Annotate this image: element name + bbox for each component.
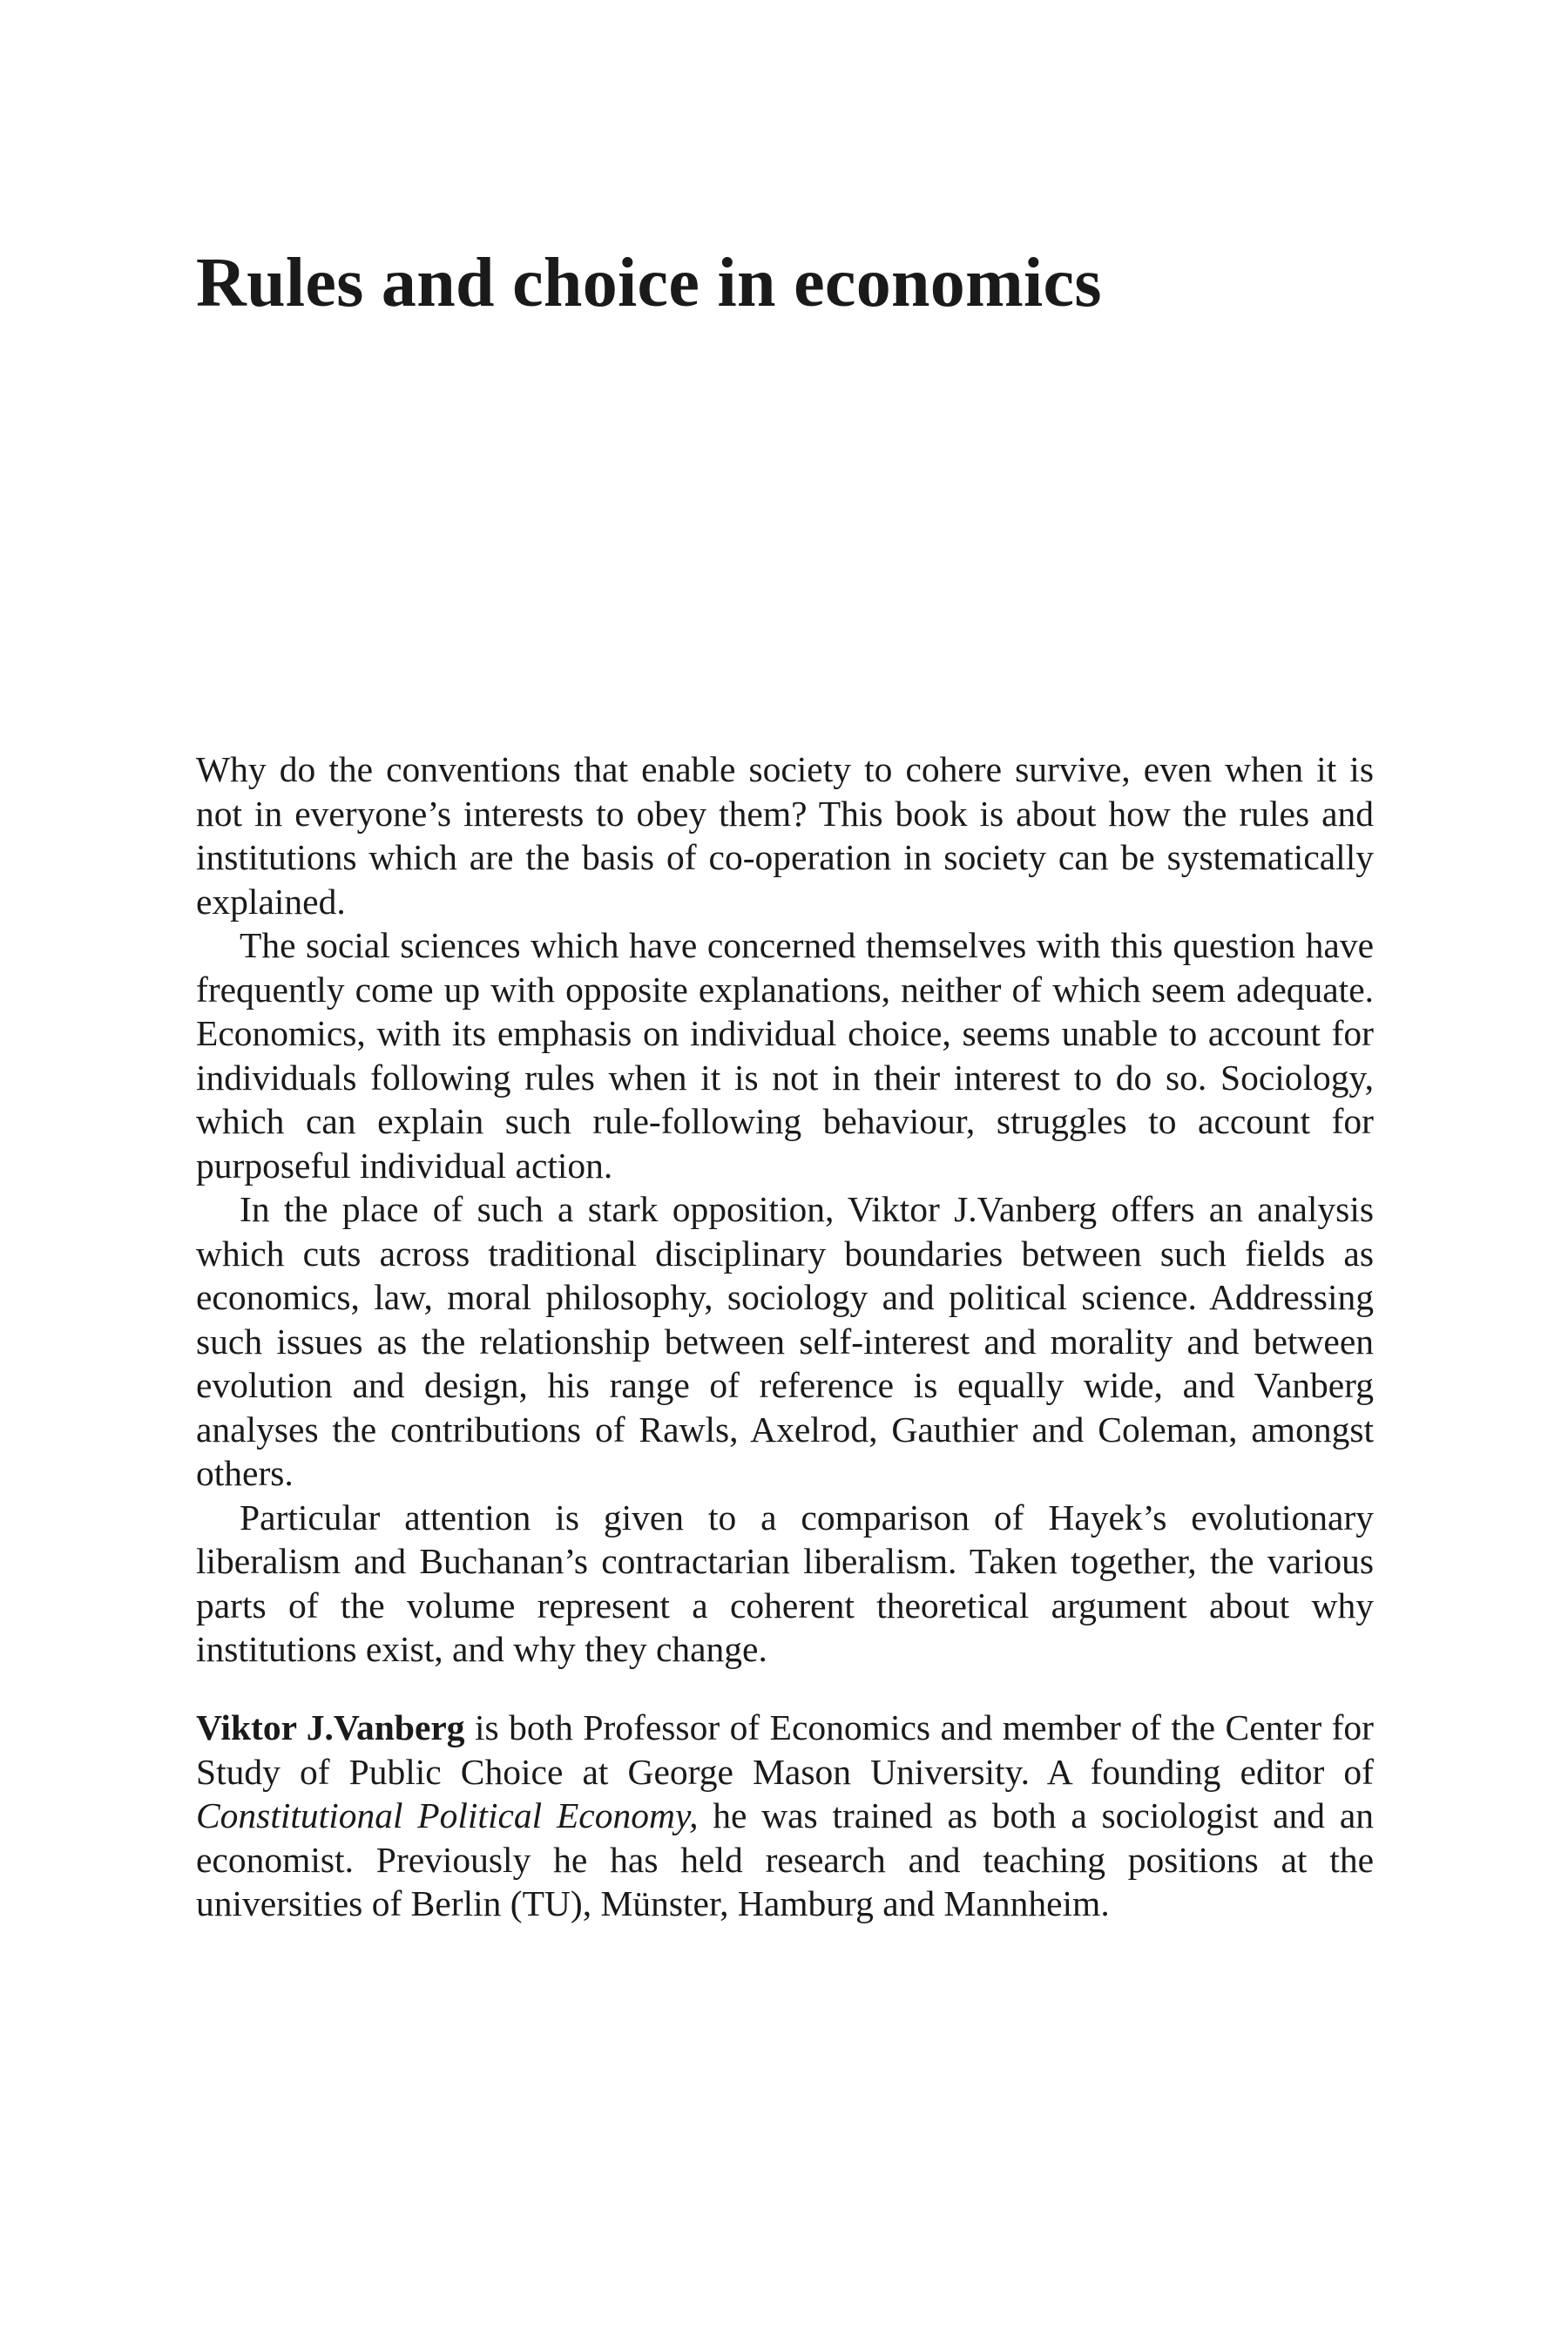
author-bio-paragraph (196, 1706, 1374, 1926)
book-blurb (196, 747, 1374, 1672)
blurb-paragraph-4: Particular attention is given to a comparison of Hayek’s evolutionary liberalism and Buchanan’s contractarian liberalism. Taken together, the various parts of the volume represent a coherent theoretical argument about why institutions exist, and why they change. (196, 1497, 1374, 1669)
blurb-paragraph-2: The social sciences which have concerned themselves with this question have frequently come up with opposite explanations, neither of which seem adequate. Economics, with its emphasis on individual choice, seems unable to account for individuals following rules when it is not in their interest to do so. Sociology, which can explain such rule-following behaviour, struggles to account for purposeful individual action. (196, 925, 1374, 1186)
author-bio-text-1: is both Professor of Economics and member of the Center for Study of Public Choice at George Mason University. A founding editor of (196, 1707, 1374, 1792)
book-title: Rules and choice in economics (196, 245, 1102, 321)
author-bio-text-2: he was trained as both a sociologist and an economist. Previously he has held research and teaching positions at the universities of Berlin (TU), Münster, Hamburg and Mannheim. (196, 1795, 1374, 1923)
blurb-paragraph-3: In the place of such a stark opposition, Viktor J.Vanberg offers an analysis which cuts across traditional disciplinary boundaries between such fields as economics, law, moral philosophy, sociology and political science. Addressing such issues as the relationship between self-interest and morality and between evolution and design, his range of reference is equally wide, and Vanberg analyses the contributions of Rawls, Axelrod, Gauthier and Coleman, amongst others. (196, 1189, 1374, 1493)
author-bio (196, 1706, 1374, 1926)
author-name: Viktor J.Vanberg (196, 1707, 465, 1747)
blurb-paragraph-1: Why do the conventions that enable society to cohere survive, even when it is not in everyone’s interests to obey them? This book is about how the rules and institutions which are the basis of co-operation in society can be systematically explained. (196, 749, 1374, 922)
journal-title: Constitutional Political Economy, (196, 1795, 699, 1835)
